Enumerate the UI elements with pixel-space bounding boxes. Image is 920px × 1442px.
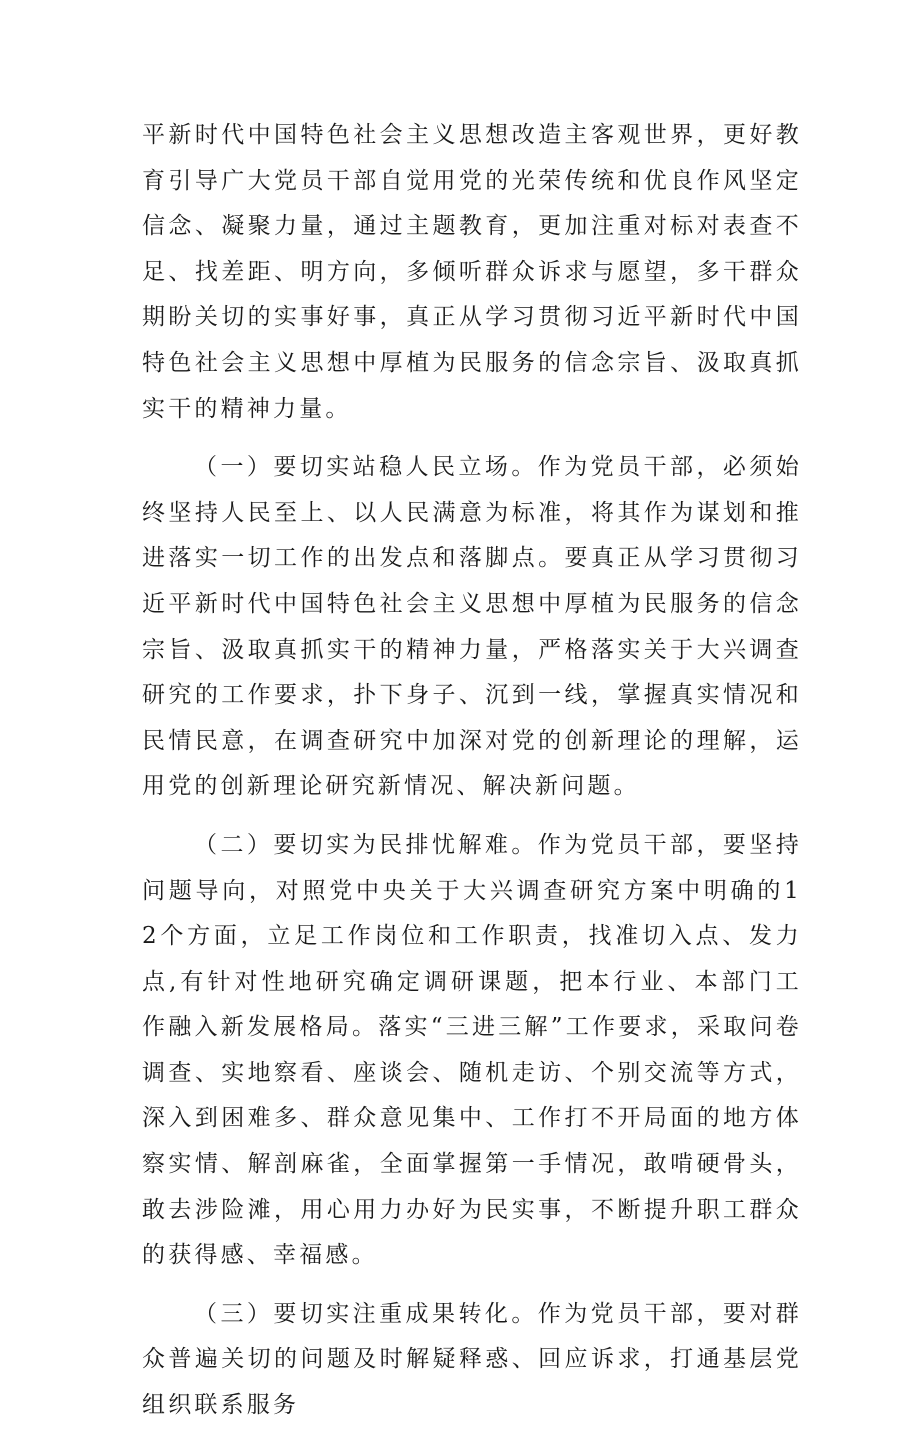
paragraph-section-one: （一）要切实站稳人民立场。作为党员干部，必须始终坚持人民至上、以人民满意为标准，将其作为谋划和推进落实一切工作的出发点和落脚点。要真正从学习贯彻习近平新时代中国特色社会主义思想中厚植为民服务的信念宗旨、汲取真抓实干的精神力量，严格落实关于大兴调查研究的工作要求，扑下身子、沉到一线，掌握真实情况和民情民意，在调查研究中加深对党的创新理论的理解，运用党的创新理论研究新情况、解决新问题。 xyxy=(142,454,802,800)
paragraph-continuation: 平新时代中国特色社会主义思想改造主客观世界，更好教育引导广大党员干部自觉用党的光荣传统和优良作风坚定信念、凝聚力量，通过主题教育，更加注重对标对表查不足、找差距、明方向，多倾听群众诉求与愿望，多干群众期盼关切的实事好事，真正从学习贯彻习近平新时代中国特色社会主义思想中厚植为民服务的信念宗旨、汲取真抓实干的精神力量。 xyxy=(142,122,802,422)
paragraph-section-three: （三）要切实注重成果转化。作为党员干部，要对群众普遍关切的问题及时解疑释惑、回应诉求，打通基层党组织联系服务 xyxy=(142,1300,802,1419)
document-body xyxy=(142,113,802,1442)
paragraph-section-two: （二）要切实为民排忧解难。作为党员干部，要坚持问题导向，对照党中央关于大兴调查研究方案中明确的12个方面，立足工作岗位和工作职责，找准切入点、发力点,有针对性地研究确定调研课题，把本行业、本部门工作融入新发展格局。落实“三进三解”工作要求，采取问卷调查、实地察看、座谈会、随机走访、个别交流等方式，深入到困难多、群众意见集中、工作打不开局面的地方体察实情、解剖麻雀，全面掌握第一手情况，敢啃硬骨头，敢去涉险滩，用心用力办好为民实事，不断提升职工群众的获得感、幸福感。 xyxy=(142,831,802,1269)
